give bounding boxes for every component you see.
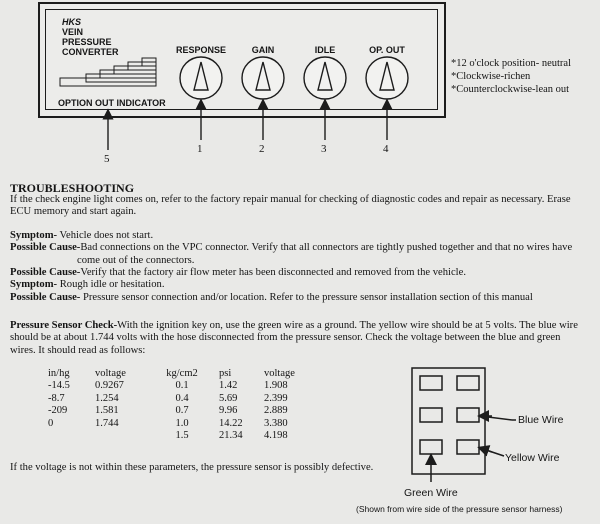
symptom-2: Symptom- Rough idle or hesitation. [10, 279, 165, 291]
brand-line: VEIN [62, 27, 84, 37]
cause-1-cont: come out of the connectors. [77, 254, 195, 266]
connector-housing [412, 368, 485, 474]
note-richen: *Clockwise-richen [451, 71, 531, 82]
knob-number-1: 1 [197, 143, 203, 155]
table-right-voltage [264, 368, 295, 442]
table-cell: -14.5 [48, 380, 70, 392]
table-cell: 1.42 [219, 380, 238, 392]
table-cell: 1.581 [95, 405, 119, 417]
knob-number-2: 2 [259, 143, 265, 155]
knob-number-3: 3 [321, 143, 327, 155]
idle-knob [304, 57, 346, 99]
table-right-kgcm2 [162, 368, 202, 442]
table-cell: 21.34 [219, 430, 243, 442]
table-cell: 1.254 [95, 392, 119, 404]
troubleshooting-heading: TROUBLESHOOTING [10, 181, 135, 195]
connector-pin [420, 376, 442, 390]
connector-diagram [400, 360, 600, 490]
indicator-number-5: 5 [104, 153, 110, 165]
knob-number-4: 4 [383, 143, 389, 155]
table-cell: 0.9267 [95, 380, 124, 392]
connector-caption: (Shown from wire side of the pressure sensor harness) [356, 504, 563, 514]
table-cell: 4.198 [264, 430, 288, 442]
table-cell: 0.7 [175, 405, 189, 417]
table-cell: 3.380 [264, 417, 288, 429]
intro-line: ECU memory and start again. [10, 206, 137, 218]
table-cell: 0.1 [175, 380, 189, 392]
table-cell: 0 [48, 417, 54, 429]
table-cell: 1.908 [264, 380, 288, 392]
connector-pin-yellow [457, 440, 479, 454]
connector-pin-blue [457, 408, 479, 422]
table-right-psi [219, 368, 243, 442]
table-cell: 14.22 [219, 417, 243, 429]
column-header: voltage [264, 368, 295, 379]
column-header: voltage [95, 368, 126, 379]
sensor-check-label: Pressure Sensor Check- [10, 320, 118, 331]
sensor-check: Pressure Sensor Check-With the ignition key on, use the green wire as a ground. The yellow wire should be at 5 volts. The blue wire should be at about 1.744 volts with the hose disconnected from the pressure sensor. Check the voltage between the blue and green wires. It should read as follows: [10, 320, 595, 357]
connector-pin [457, 376, 479, 390]
indicator-label: OPTION OUT INDICATOR [58, 98, 166, 108]
table-cell: 5.69 [219, 392, 238, 404]
sensor-check-line: wires. It should read as follows: [10, 344, 146, 356]
response-knob [180, 57, 222, 99]
column-header: kg/cm2 [166, 368, 198, 379]
column-header: psi [219, 368, 232, 379]
cause-3: Possible Cause- Pressure sensor connection and/or location. Refer to the pressure sensor installation section of this manual [10, 291, 533, 303]
gain-label: GAIN [251, 45, 275, 55]
cause-1: Possible Cause-Bad connections on the VPC connector. Verify that all connectors are tightly pushed together and that no wires have [10, 242, 573, 254]
note-neutral: *12 o'clock position- neutral [451, 58, 571, 69]
sensor-check-line: should be at about 1.744 volts with the hose disconnected from the pressure sensor. Check the voltage between the blue and green [10, 332, 561, 344]
brand-line: HKS [62, 17, 82, 27]
intro-line: If the check engine light comes on, refer to the factory repair manual for checking of diagnostic codes and repair as necessary. Erase [10, 194, 571, 205]
column-header: in/hg [48, 368, 70, 379]
cause-2: Possible Cause-Verify that the factory air flow meter has been disconnected and removed from the vehicle. [10, 267, 466, 279]
brand-line: CONVERTER [62, 47, 119, 57]
table-cell: 0.4 [175, 392, 189, 404]
brand-line: PRESSURE [62, 37, 112, 47]
green-wire-label: Green Wire [404, 487, 458, 499]
response-label: RESPONSE [175, 45, 226, 55]
table-cell: -8.7 [48, 392, 65, 404]
table-cell: 2.889 [264, 405, 288, 417]
yellow-wire-label: Yellow Wire [505, 452, 560, 464]
troubleshooting-body [10, 194, 595, 304]
op-out-knob [366, 57, 408, 99]
symptom-1: Symptom- Vehicle does not start. [10, 229, 154, 241]
yellow-wire-arrow [480, 448, 492, 452]
table-cell: 2.399 [264, 392, 288, 404]
gain-knob [242, 57, 284, 99]
idle-label: IDLE [314, 45, 336, 55]
table-cell: 9.96 [219, 405, 238, 417]
table-left-voltage [95, 368, 126, 430]
table-cell: 1.0 [175, 417, 189, 429]
note-lean: *Counterclockwise-lean out [451, 84, 570, 95]
footer-note: If the voltage is not within these parameters, the pressure sensor is possibly defective. [10, 462, 374, 473]
op-out-label: OP. OUT [369, 45, 405, 55]
blue-wire-label: Blue Wire [518, 414, 564, 426]
table-cell: 1.744 [95, 417, 119, 429]
connector-pin [420, 408, 442, 422]
knob-notes [451, 57, 571, 96]
table-cell: 1.5 [175, 430, 189, 442]
connector-pin-green [420, 440, 442, 454]
table-left-inhg [48, 368, 70, 430]
table-cell: -209 [48, 405, 68, 417]
